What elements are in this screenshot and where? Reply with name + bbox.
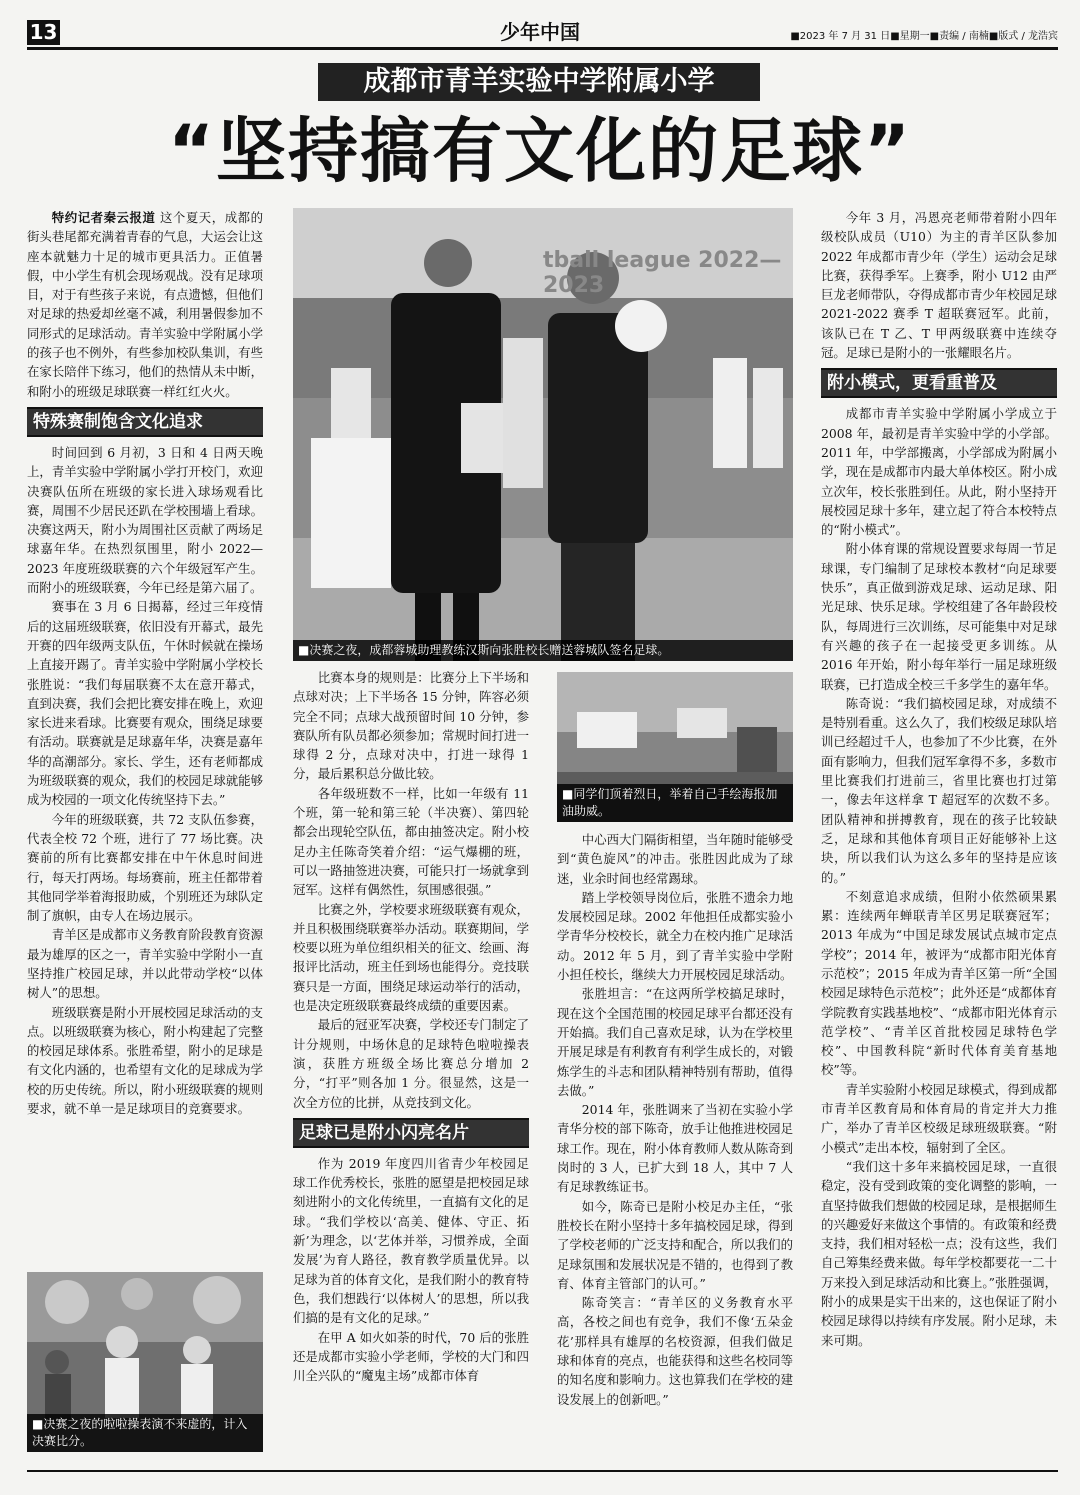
- col2-paragraph-5: 作为 2019 年度四川省青少年校园足球工作优秀校长，张胜的愿望是把校园足球刻进附小的文化传统里，一直搞有文化的足球。“我们学校以‘高美、健体、守正、拓新’为理念，以‘艺体并举，习惯养成，全面发展’为育人路径，教育教学质量优异。以足球为首的体育文化，是我们附小的教育特色，我们想践行‘以体树人’的思想，所以我们搞的是有文化的足球。”: [293, 1155, 529, 1326]
- col1-paragraph-3: 赛事在 3 月 6 日揭幕，经过三年疫情后的这届班级联赛，依旧没有开幕式，最先开赛的四年级两支队伍，午休时候就在操场上直接开踢了。青羊实验中学附属小学校长张胜说：“我们每届联赛不太在意开幕式，直到决赛，我们会把比赛安排在晚上，欢迎家长进来看球。比赛要有观众，围绕足球要有活动。联赛就是足球嘉年华，决赛是嘉年华的高潮部分。家长、学生，还有老师都成为班级联赛的观众，我们的校园足球就能够成为校园的一项文化传统坚持下去。”: [27, 599, 263, 808]
- poster-photo-caption: ■同学们顶着烈日，举着自己手绘海报加油助威。: [557, 784, 793, 822]
- headline-title: “坚持搞有文化的足球”: [167, 110, 912, 192]
- col4-paragraph-3: 附小体育课的常规设置要求每周一节足球课，专门编制了足球校本教材“向足球要快乐”，真正做到游戏足球、运动足球、阳光足球、快乐足球。学校组建了各年龄段校队，每周进行三次训练，尽可能集中对足球有兴趣的孩子在一起接受更多训练。从 2016 年开始，附小每年举行一届足球班级联赛，已打造成全校三千多学生的嘉年华。: [821, 541, 1057, 692]
- byline: 特约记者秦云报道: [51, 210, 156, 225]
- col4-paragraph-7: “我们这十多年来搞校园足球，一直很稳定，没有受到政策的变化调整的影响，一直坚持做我们想做的校园足球，是根据师生的兴趣爱好来做这个事情的。有政策和经费支持，我们相对轻松一点；没有这些，我们自己筹集经费来做。每年学校都要花一二十万来投入到足球活动和比赛上。”张胜强调，附小的成果是实干出来的，这也保证了附小校园足球得以持续有序发展。附小足球，未来可期。: [821, 1158, 1057, 1348]
- top-rule: [27, 47, 1058, 50]
- dateline: ■2023 年 7 月 31 日■星期一■责编 / 南楠■版式 / 龙浩宾: [790, 31, 1058, 42]
- col2-paragraph-4: 最后的冠亚军决赛，学校还专门制定了计分规则，中场休息的足球特色啦啦操表演，获胜方班级全场比赛总分增加 2 分，“打平”则各加 1 分。很显然，这是一次全方位的比拼，从竞技到文化。: [293, 1017, 529, 1110]
- column-3: [557, 830, 793, 1409]
- col4-paragraph-2: 成都市青羊实验中学附属小学成立于 2008 年，最初是青羊实验中学的小学部。2011 年，中学部搬离，小学部成为附属小学，现在是成都市内最大单体校区。附小成立次年，校长张胜到任。从此，附小坚持开展校园足球十多年，建立起了符合本校特点的“附小模式”。: [821, 406, 1057, 538]
- section-title: 少年中国: [500, 20, 580, 44]
- col1-paragraph-1: 这个夏天，成都的街头巷尾都充满着青春的气息，大运会让这座本就魅力十足的城市更具活力。正值暑假，中小学生有机会现场观战。没有足球项目，对于有些孩子来说，有点遗憾，但他们对足球的热爱却丝毫不减，利用暑假参加不同形式的足球活动。青羊实验中学附属小学的孩子也不例外，有些参加校队集训，有些在家长陪伴下练习，他们的热情从未中断，和附小的班级足球联赛一样红红火火。: [27, 210, 263, 399]
- subheading-football-card: 足球已是附小闪亮名片: [293, 1118, 529, 1148]
- col3-paragraph-5: 如今，陈奇已是附小校足办主任，“张胜校长在附小坚持十多年搞校园足球，得到了学校老师的广泛支持和配合，所以我们的足球氛围和发展状况是不错的，也得到了教育、体育主管部门的认可。”: [557, 1198, 793, 1291]
- col1-paragraph-5: 青羊区是成都市义务教育阶段教育资源最为雄厚的区之一，青羊实验中学附小一直坚持推广校园足球，并以此带动学校“以体树人”的思想。: [27, 927, 263, 1001]
- col4-paragraph-1: 今年 3 月，冯恩亮老师带着附小四年级校队成员（U10）为主的青羊区队参加 2022 年成都市青少年（学生）运动会足球比赛，获得季军。上赛季，附小 U12 由严巨龙老师带队，夺得成都市青少年校园足球 2021-2022 赛季 T 超联赛冠军。此前，该队已在 T 乙、T 甲两级联赛中连续夺冠。足球已是附小的一张耀眼名片。: [821, 210, 1057, 361]
- col2-paragraph-6: 在甲 A 如火如荼的时代，70 后的张胜还是成都市实验小学老师，学校的大门和四川全兴队的“魔鬼主场”成都市体育: [293, 1329, 529, 1384]
- col2-paragraph-3: 比赛之外，学校要求班级联赛有观众，并且积极围绕联赛举办活动。联赛期间，学校要以班为单位组织相关的征文、绘画、海报评比活动，班主任到场也能得分。竞技联赛只是一方面，围绕足球运动举行的活动，也是决定班级联赛最终成绩的重要因素。: [293, 901, 529, 1014]
- column-1: [27, 208, 263, 1118]
- col2-paragraph-1: 比赛本身的规则是：比赛分上下半场和点球对决；上下半场各 15 分钟，阵容必须完全不同；点球大战预留时间 10 分钟，参赛队所有队员都必须参加；常规时间打进一球得 2 分，点球对决中，打进一球得 1 分，最后累积总分做比较。: [293, 670, 529, 782]
- bottom-rule: [27, 1470, 1058, 1472]
- cheerleading-photo: [27, 1272, 263, 1452]
- column-4: [821, 208, 1057, 1350]
- main-photo: [293, 208, 793, 661]
- main-photo-caption: ■决赛之夜，成都蓉城助理教练汉斯向张胜校长赠送蓉城队签名足球。: [293, 640, 793, 661]
- banner-text: tball league 2022—2023: [543, 248, 782, 298]
- col3-paragraph-1: 中心西大门隔街相望，当年随时能够受到“黄色旋风”的冲击。张胜因此成为了球迷，业余时间也经常踢球。: [557, 832, 793, 886]
- col1-paragraph-2: 时间回到 6 月初，3 日和 4 日两天晚上，青羊实验中学附属小学打开校门，欢迎决赛队伍所在班级的家长进入球场观看比赛，周围不少居民还趴在学校围墙上看球。决赛这两天，附小为周围社区贡献了两场足球嘉年华。在热烈氛围里，附小 2022—2023 年度班级联赛的六个年级冠军产生。而附小的班级联赛，今年已经是第六届了。: [27, 444, 263, 596]
- col3-paragraph-6: 陈奇笑言：“青羊区的义务教育水平高，各校之间也有竞争，我们不像‘五朵金花’那样具有雄厚的名校资源，但我们做足球和体育的亮点，也能获得和这些名校同等的知名度和影响力。这也算我们在学校的建设发展上的创新吧。”: [557, 1295, 793, 1407]
- poster-photo: [557, 672, 793, 822]
- col3-paragraph-3: 张胜坦言：“在这两所学校搞足球时，现在这个全国范围的校园足球平台都还没有开始搞。我们自己喜欢足球，认为在学校里开展足球是有利教育有利学生成长的，对锻炼学生的斗志和团队精神特别有帮助，值得去做。”: [557, 986, 793, 1098]
- col1-paragraph-6: 班级联赛是附小开展校园足球活动的支点。以班级联赛为核心，附小构建起了完整的校园足球体系。张胜希望，附小的足球是有文化内涵的，也希望有文化的足球成为学校的历史传统。所以，附小班级联赛的规则要求，就不单一是足球项目的竞赛要求。: [27, 1004, 263, 1117]
- col4-paragraph-6: 青羊实验附小校园足球模式，得到成都市青羊区教育局和体育局的肯定并大力推广，举办了青羊区校级足球班级联赛。“附小模式”走出本校，辐射到了全区。: [821, 1081, 1057, 1155]
- col3-paragraph-2: 踏上学校领导岗位后，张胜不遗余力地发展校园足球。2002 年他担任成都实验小学青华分校校长，就全力在校内推广足球活动。2012 年 5 月，到了青羊实验中学附小担任校长，继续大力开展校园足球活动。: [557, 889, 793, 983]
- headline-kicker: 成都市青羊实验中学附属小学: [318, 63, 760, 101]
- column-2: [293, 668, 529, 1385]
- col4-paragraph-5: 不刻意追求成绩，但附小依然硕果累累：连续两年蝉联青羊区男足联赛冠军；2013 年成为“中国足球发展试点城市定点学校”；2014 年，被评为“成都市阳光体育示范校”；2015 年成为青羊区第一所“全国校园足球特色示范校”；此外还是“成都体育学院教育实践基地校”、“成都市阳光体育示范学校”、“青羊区首批校园足球特色学校”、中国教科院“新时代体育美育基地校”等。: [821, 888, 1057, 1078]
- subheading-special-format: 特殊赛制饱含文化追求: [27, 407, 263, 437]
- subheading-model: 附小模式，更看重普及: [821, 368, 1057, 398]
- col1-paragraph-4: 今年的班级联赛，共 72 支队伍参赛，代表全校 72 个班，进行了 77 场比赛。决赛前的所有比赛都安排在中午休息时间进行，每天打两场。每场赛前，班主任都带着其他同学举着海报助威，个别班还为球队定制了旗帜，由专人在场边展示。: [27, 811, 263, 924]
- col4-paragraph-4: 陈奇说：“我们搞校园足球，对成绩不是特别看重。这么久了，我们校级足球队培训已经超过千人，也参加了不少比赛，在外面有影响力，但我们冠军拿得不多，多数市里比赛我们打进前三，省里比赛也打过第一，像去年这样拿 T 超冠军的次数不多。团队精神和拼搏教育，现在的孩子比较缺乏，足球和其他体育项目正好能够补上这块，所以我们认为这么多年的坚持是应该的。”: [821, 695, 1057, 885]
- col3-paragraph-4: 2014 年，张胜调来了当初在实验小学青华分校的部下陈奇，放手让他推进校园足球工作。现在，附小体育教师人数从陈奇到岗时的 3 人，已扩大到 18 人，其中 7 人有足球教练证书。: [557, 1102, 793, 1195]
- page-number: 13: [27, 20, 60, 45]
- col2-paragraph-2: 各年级班数不一样，比如一年级有 11 个班，第一轮和第三轮（半决赛）、第四轮都会出现轮空队伍，都由抽签决定。附小校足办主任陈奇笑着介绍：“运气爆棚的班，可以一路抽签进决赛，可能只打一场就拿到冠军。这样有偶然性，氛围感很强。”: [293, 785, 529, 898]
- cheerleading-caption: ■决赛之夜的啦啦操表演不来虚的，计入决赛比分。: [27, 1414, 263, 1452]
